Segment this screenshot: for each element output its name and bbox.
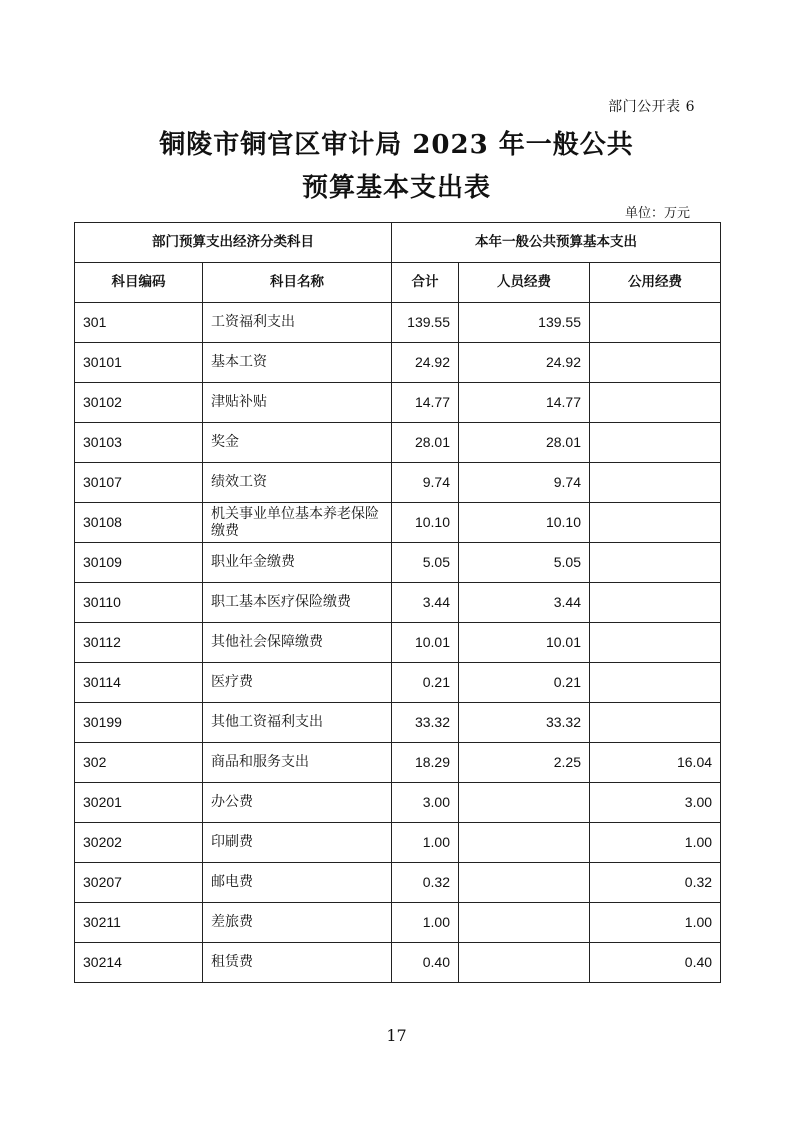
cell-total: 3.00	[392, 783, 459, 823]
cell-code: 30107	[75, 463, 203, 503]
table-row	[75, 743, 721, 783]
cell-name: 印刷费	[203, 823, 392, 863]
table-row	[75, 463, 721, 503]
page-number: 17	[386, 1026, 407, 1045]
header-group-right: 本年一般公共预算基本支出	[392, 223, 721, 263]
cell-code: 30108	[75, 503, 203, 543]
cell-total: 1.00	[392, 903, 459, 943]
cell-code: 30103	[75, 423, 203, 463]
cell-code: 30207	[75, 863, 203, 903]
cell-code: 30214	[75, 943, 203, 983]
table-row	[75, 943, 721, 983]
table-row	[75, 583, 721, 623]
cell-personnel: 10.10	[459, 503, 590, 543]
cell-personnel: 139.55	[459, 303, 590, 343]
cell-code: 301	[75, 303, 203, 343]
cell-public: 16.04	[590, 743, 721, 783]
cell-public	[590, 503, 721, 543]
cell-name: 职业年金缴费	[203, 543, 392, 583]
cell-total: 0.40	[392, 943, 459, 983]
header-group-left: 部门预算支出经济分类科目	[75, 223, 392, 263]
cell-personnel: 2.25	[459, 743, 590, 783]
cell-code: 30112	[75, 623, 203, 663]
cell-name: 基本工资	[203, 343, 392, 383]
header-personnel: 人员经费	[459, 263, 590, 303]
table-row	[75, 543, 721, 583]
cell-public: 1.00	[590, 903, 721, 943]
cell-total: 9.74	[392, 463, 459, 503]
cell-code: 30110	[75, 583, 203, 623]
header-column-row	[75, 263, 721, 303]
cell-name: 工资福利支出	[203, 303, 392, 343]
cell-personnel: 10.01	[459, 623, 590, 663]
cell-personnel: 3.44	[459, 583, 590, 623]
cell-public: 0.40	[590, 943, 721, 983]
cell-personnel	[459, 943, 590, 983]
cell-personnel: 9.74	[459, 463, 590, 503]
cell-personnel	[459, 783, 590, 823]
cell-name: 商品和服务支出	[203, 743, 392, 783]
page-title-line1: 铜陵市铜官区审计局 2023 年一般公共	[159, 130, 634, 160]
header-public: 公用经费	[590, 263, 721, 303]
budget-table	[74, 222, 721, 983]
cell-public: 3.00	[590, 783, 721, 823]
cell-total: 14.77	[392, 383, 459, 423]
cell-name: 医疗费	[203, 663, 392, 703]
cell-code: 302	[75, 743, 203, 783]
cell-public	[590, 663, 721, 703]
cell-total: 0.21	[392, 663, 459, 703]
cell-name: 其他社会保障缴费	[203, 623, 392, 663]
cell-public	[590, 703, 721, 743]
header-code: 科目编码	[75, 263, 203, 303]
cell-code: 30109	[75, 543, 203, 583]
cell-personnel	[459, 863, 590, 903]
cell-code: 30202	[75, 823, 203, 863]
cell-public	[590, 623, 721, 663]
cell-total: 139.55	[392, 303, 459, 343]
table-row	[75, 503, 721, 543]
cell-public: 1.00	[590, 823, 721, 863]
cell-name: 机关事业单位基本养老保险缴费	[203, 503, 392, 543]
table-number: 部门公开表 6	[608, 99, 695, 115]
cell-total: 5.05	[392, 543, 459, 583]
cell-name: 其他工资福利支出	[203, 703, 392, 743]
cell-code: 30101	[75, 343, 203, 383]
cell-personnel	[459, 903, 590, 943]
table-row	[75, 703, 721, 743]
table-row	[75, 623, 721, 663]
cell-code: 30201	[75, 783, 203, 823]
cell-total: 18.29	[392, 743, 459, 783]
cell-public	[590, 583, 721, 623]
cell-name: 职工基本医疗保险缴费	[203, 583, 392, 623]
cell-personnel	[459, 823, 590, 863]
header-group-row	[75, 223, 721, 263]
cell-public	[590, 463, 721, 503]
cell-personnel: 5.05	[459, 543, 590, 583]
cell-code: 30199	[75, 703, 203, 743]
cell-personnel: 24.92	[459, 343, 590, 383]
cell-code: 30102	[75, 383, 203, 423]
table-row	[75, 863, 721, 903]
header-total: 合计	[392, 263, 459, 303]
table-row	[75, 303, 721, 343]
cell-personnel: 28.01	[459, 423, 590, 463]
table-row	[75, 663, 721, 703]
cell-personnel: 14.77	[459, 383, 590, 423]
table-body	[75, 303, 721, 983]
cell-name: 租赁费	[203, 943, 392, 983]
cell-total: 3.44	[392, 583, 459, 623]
unit-label: 单位：万元	[624, 206, 690, 221]
cell-public: 0.32	[590, 863, 721, 903]
cell-total: 10.01	[392, 623, 459, 663]
header-name: 科目名称	[203, 263, 392, 303]
cell-name: 邮电费	[203, 863, 392, 903]
cell-total: 0.32	[392, 863, 459, 903]
cell-total: 24.92	[392, 343, 459, 383]
cell-code: 30211	[75, 903, 203, 943]
cell-name: 津贴补贴	[203, 383, 392, 423]
cell-name: 绩效工资	[203, 463, 392, 503]
cell-total: 28.01	[392, 423, 459, 463]
cell-public	[590, 543, 721, 583]
table-row	[75, 783, 721, 823]
table-row	[75, 903, 721, 943]
cell-public	[590, 383, 721, 423]
cell-personnel: 33.32	[459, 703, 590, 743]
page-title-line2: 预算基本支出表	[301, 173, 491, 203]
cell-public	[590, 423, 721, 463]
table-row	[75, 823, 721, 863]
cell-name: 办公费	[203, 783, 392, 823]
cell-total: 1.00	[392, 823, 459, 863]
cell-total: 10.10	[392, 503, 459, 543]
cell-name: 差旅费	[203, 903, 392, 943]
cell-personnel: 0.21	[459, 663, 590, 703]
cell-public	[590, 303, 721, 343]
table-row	[75, 383, 721, 423]
cell-public	[590, 343, 721, 383]
cell-name: 奖金	[203, 423, 392, 463]
table-row	[75, 423, 721, 463]
cell-total: 33.32	[392, 703, 459, 743]
table-row	[75, 343, 721, 383]
cell-code: 30114	[75, 663, 203, 703]
